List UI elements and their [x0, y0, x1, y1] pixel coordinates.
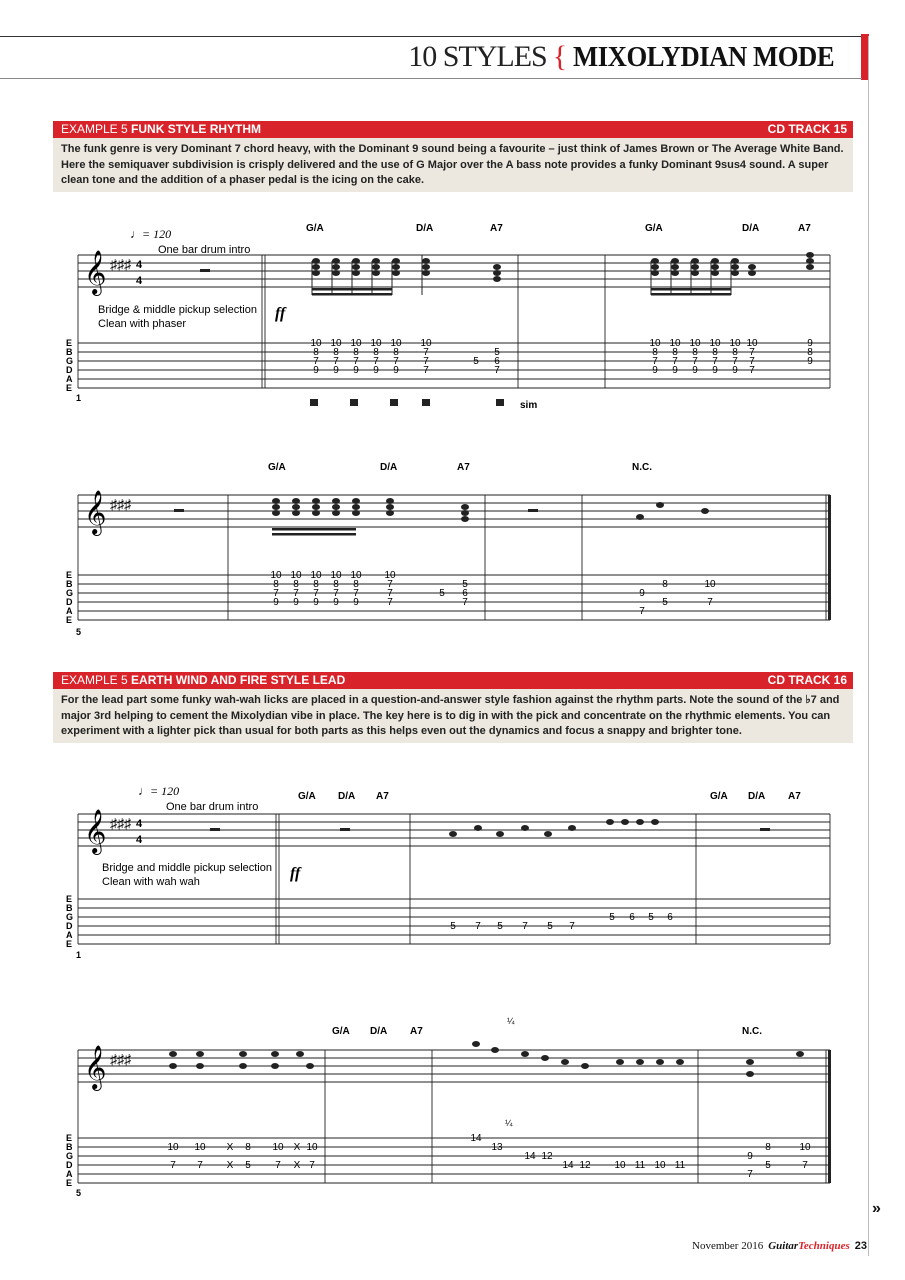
svg-text:9: 9 [712, 365, 718, 376]
header-rule [0, 36, 868, 37]
svg-text:D/A: D/A [416, 223, 434, 234]
svg-text:10: 10 [290, 570, 302, 581]
svg-text:8: 8 [672, 347, 678, 358]
svg-text:6: 6 [462, 588, 468, 599]
svg-text:8: 8 [652, 347, 658, 358]
svg-text:A7: A7 [410, 1026, 423, 1037]
svg-text:7: 7 [423, 347, 429, 358]
svg-text:B: B [66, 579, 73, 589]
svg-text:5: 5 [765, 1160, 771, 1171]
svg-text:E: E [66, 570, 73, 580]
svg-text:10: 10 [649, 338, 661, 349]
svg-text:8: 8 [662, 579, 668, 590]
tab-strings [66, 338, 73, 393]
svg-text:7: 7 [387, 597, 393, 608]
bar-number: 1 [76, 950, 82, 960]
svg-text:10: 10 [330, 338, 342, 349]
tab-strings [66, 570, 73, 625]
time-sig-bottom: 4 [136, 275, 143, 287]
tab-strings [66, 1133, 73, 1188]
svg-text:8: 8 [732, 347, 738, 358]
next-page-arrow-icon: » [872, 1200, 881, 1217]
svg-text:E: E [66, 383, 73, 393]
time-sig-bottom: 4 [136, 834, 143, 846]
setup-line-2: Clean with phaser [98, 318, 187, 330]
svg-text:9: 9 [353, 597, 359, 608]
svg-text:7: 7 [749, 356, 755, 367]
svg-text:8: 8 [293, 579, 299, 590]
chord-symbols [268, 462, 652, 473]
svg-text:7: 7 [423, 356, 429, 367]
svg-text:10: 10 [709, 338, 721, 349]
svg-text:A7: A7 [457, 462, 470, 473]
svg-text:D/A: D/A [370, 1026, 388, 1037]
svg-text:E: E [66, 894, 73, 904]
example-2-banner [53, 672, 853, 689]
svg-text:A7: A7 [490, 223, 503, 234]
svg-text:10: 10 [350, 570, 362, 581]
svg-text:A: A [66, 374, 73, 384]
page-edge-rule [868, 36, 869, 1256]
example-1-system-1 [60, 215, 840, 430]
svg-text:G: G [66, 356, 74, 366]
svg-text:10: 10 [729, 338, 741, 349]
svg-text:7: 7 [639, 606, 645, 617]
svg-text:8: 8 [373, 347, 379, 358]
svg-text:8: 8 [313, 347, 319, 358]
svg-text:13: 13 [491, 1142, 503, 1153]
svg-text:10: 10 [194, 1142, 206, 1153]
bar-number: 1 [76, 393, 82, 403]
svg-text:D: D [66, 597, 73, 607]
svg-text:10: 10 [370, 338, 382, 349]
svg-text:G: G [66, 588, 74, 598]
svg-text:7: 7 [522, 921, 528, 932]
key-signature-icon: ♯♯♯ [110, 256, 131, 272]
svg-text:7: 7 [692, 356, 698, 367]
svg-text:9: 9 [747, 1151, 753, 1162]
svg-text:7: 7 [749, 347, 755, 358]
svg-text:5: 5 [547, 921, 553, 932]
svg-text:5: 5 [450, 921, 456, 932]
svg-text:9: 9 [293, 597, 299, 608]
svg-text:9: 9 [639, 588, 645, 599]
svg-text:7: 7 [387, 588, 393, 599]
svg-text:7: 7 [309, 1160, 315, 1171]
treble-clef-icon: 𝄞 [84, 809, 107, 853]
svg-text:5: 5 [473, 356, 479, 367]
chord-symbols [298, 791, 801, 802]
svg-text:E: E [66, 1133, 73, 1143]
svg-text:10: 10 [384, 570, 396, 581]
treble-clef-icon: 𝄞 [84, 490, 107, 534]
svg-text:5: 5 [497, 921, 503, 932]
example-1-banner [53, 121, 853, 138]
example-1-description: The funk genre is very Dominant 7 chord heavy, with the Dominant 9 sound being a favourite – just think of James Brown or The Average White Band. Here the semiquaver subdivision is crisply delivered and the use of G Major over the A bass note provides a funky Dominant 9sus4 sound. A super clean tone and the addition of a phaser pedal is the icing on the cake. [53, 138, 853, 192]
svg-text:9: 9 [692, 365, 698, 376]
svg-text:B: B [66, 1142, 73, 1152]
svg-text:7: 7 [494, 365, 500, 376]
svg-text:G: G [66, 1151, 74, 1161]
svg-text:8: 8 [353, 347, 359, 358]
svg-text:10: 10 [270, 570, 282, 581]
svg-text:G/A: G/A [298, 791, 316, 802]
svg-text:7: 7 [387, 579, 393, 590]
svg-text:6: 6 [629, 912, 635, 923]
svg-text:5: 5 [245, 1160, 251, 1171]
key-signature-icon: ♯♯♯ [110, 815, 131, 831]
example-1-prefix: EXAMPLE 5 [61, 122, 128, 136]
svg-text:7: 7 [423, 365, 429, 376]
svg-text:6: 6 [667, 912, 673, 923]
tab-bend-label: ¼ [505, 1118, 513, 1128]
svg-text:7: 7 [393, 356, 399, 367]
setup-line-1: Bridge & middle pickup selection [98, 304, 257, 316]
svg-text:7: 7 [313, 356, 319, 367]
example-1-track: CD TRACK 15 [767, 122, 847, 136]
tab-fret-numbers [450, 912, 673, 932]
svg-text:D: D [66, 921, 73, 931]
example-2-system-2 [60, 1010, 840, 1205]
sim-label: sim [520, 400, 538, 411]
svg-text:D/A: D/A [338, 791, 356, 802]
svg-text:7: 7 [170, 1160, 176, 1171]
svg-text:5: 5 [494, 347, 500, 358]
svg-text:9: 9 [313, 365, 319, 376]
svg-text:X: X [293, 1160, 301, 1171]
svg-text:10: 10 [420, 338, 432, 349]
key-signature-icon: ♯♯♯ [110, 1051, 131, 1067]
svg-text:6: 6 [494, 356, 500, 367]
svg-text:7: 7 [569, 921, 575, 932]
dynamic-marking: ff [275, 305, 286, 322]
svg-text:7: 7 [273, 588, 279, 599]
svg-text:8: 8 [712, 347, 718, 358]
svg-text:8: 8 [333, 347, 339, 358]
svg-text:E: E [66, 939, 73, 949]
page-header [408, 40, 857, 76]
header-brace: { [552, 40, 568, 73]
svg-text:7: 7 [275, 1160, 281, 1171]
svg-text:8: 8 [353, 579, 359, 590]
svg-text:7: 7 [333, 356, 339, 367]
svg-text:10: 10 [669, 338, 681, 349]
bar-number: 5 [76, 1188, 82, 1198]
svg-text:8: 8 [807, 347, 813, 358]
svg-text:9: 9 [273, 597, 279, 608]
svg-text:14: 14 [562, 1160, 574, 1171]
svg-text:A: A [66, 1169, 73, 1179]
drum-intro-label: One bar drum intro [158, 244, 251, 256]
svg-text:10: 10 [654, 1160, 666, 1171]
example-1-title: FUNK STYLE RHYTHM [131, 122, 262, 136]
svg-text:7: 7 [293, 588, 299, 599]
treble-clef-icon: 𝄞 [84, 250, 107, 294]
svg-text:B: B [66, 903, 73, 913]
svg-text:D: D [66, 365, 73, 375]
svg-text:8: 8 [692, 347, 698, 358]
svg-text:10: 10 [330, 570, 342, 581]
svg-text:9: 9 [672, 365, 678, 376]
svg-text:5: 5 [662, 597, 668, 608]
svg-text:10: 10 [746, 338, 758, 349]
svg-text:9: 9 [333, 365, 339, 376]
svg-text:7: 7 [353, 356, 359, 367]
bend-label: ¼ [507, 1016, 515, 1026]
svg-text:10: 10 [390, 338, 402, 349]
svg-text:G/A: G/A [332, 1026, 350, 1037]
example-2-description: For the lead part some funky wah-wah licks are placed in a question-and-answer style fashion against the rhythm parts. Note the sound of the ♭7 and major 3rd helping to cement the Mixolydian vibe in place. The key here is to dig in with the pick and concentrate on the rhythmic elements. You can experiment with a lighter pick than usual for both parts as this helps even out the dynamics and focus a snappy and brighter tone. [53, 689, 853, 743]
svg-text:12: 12 [541, 1151, 553, 1162]
svg-text:10: 10 [799, 1142, 811, 1153]
footer-brand-accent: Techniques [798, 1240, 850, 1252]
svg-text:9: 9 [353, 365, 359, 376]
example-2-prefix: EXAMPLE 5 [61, 673, 128, 687]
svg-text:9: 9 [333, 597, 339, 608]
svg-text:G/A: G/A [645, 223, 663, 234]
page-number: 23 [854, 1240, 867, 1252]
svg-text:10: 10 [310, 570, 322, 581]
svg-text:8: 8 [245, 1142, 251, 1153]
tab-fret-numbers [167, 1133, 811, 1180]
svg-text:9: 9 [373, 365, 379, 376]
svg-text:5: 5 [648, 912, 654, 923]
example-2-track: CD TRACK 16 [767, 673, 847, 687]
svg-text:7: 7 [672, 356, 678, 367]
svg-text:10: 10 [272, 1142, 284, 1153]
whole-rest [200, 269, 210, 272]
svg-text:G/A: G/A [710, 791, 728, 802]
page-title: MIXOLYDIAN MODE [573, 41, 835, 73]
pick-stroke-icons [310, 399, 504, 406]
svg-text:7: 7 [707, 597, 713, 608]
svg-text:A7: A7 [798, 223, 811, 234]
svg-text:7: 7 [732, 356, 738, 367]
svg-text:9: 9 [313, 597, 319, 608]
svg-text:G/A: G/A [268, 462, 286, 473]
svg-text:7: 7 [749, 365, 755, 376]
svg-text:7: 7 [353, 588, 359, 599]
svg-text:5: 5 [609, 912, 615, 923]
svg-text:10: 10 [614, 1160, 626, 1171]
svg-text:8: 8 [393, 347, 399, 358]
svg-text:E: E [66, 615, 73, 625]
svg-text:B: B [66, 347, 73, 357]
svg-text:G: G [66, 912, 74, 922]
svg-text:E: E [66, 1178, 73, 1188]
svg-text:N.C.: N.C. [632, 462, 652, 473]
svg-text:A7: A7 [376, 791, 389, 802]
svg-text:D/A: D/A [742, 223, 760, 234]
svg-text:7: 7 [333, 588, 339, 599]
svg-text:D: D [66, 1160, 73, 1170]
svg-text:A: A [66, 606, 73, 616]
svg-text:8: 8 [273, 579, 279, 590]
setup-line-2: Clean with wah wah [102, 876, 200, 888]
time-sig-top: 4 [136, 818, 143, 830]
svg-text:D/A: D/A [380, 462, 398, 473]
svg-text:11: 11 [634, 1160, 646, 1171]
svg-text:10: 10 [310, 338, 322, 349]
svg-text:8: 8 [765, 1142, 771, 1153]
time-sig-top: 4 [136, 259, 143, 271]
svg-text:E: E [66, 338, 73, 348]
svg-text:14: 14 [470, 1133, 482, 1144]
svg-text:10: 10 [350, 338, 362, 349]
svg-text:7: 7 [712, 356, 718, 367]
setup-line-1: Bridge and middle pickup selection [102, 862, 272, 874]
footer-date: November 2016 [692, 1240, 764, 1252]
svg-text:7: 7 [313, 588, 319, 599]
svg-text:11: 11 [674, 1160, 686, 1171]
tempo-marking: ♩= 120 [130, 227, 172, 241]
svg-text:9: 9 [393, 365, 399, 376]
svg-text:X: X [293, 1142, 301, 1153]
svg-text:7: 7 [462, 597, 468, 608]
example-1-system-2 [60, 455, 840, 645]
svg-text:9: 9 [807, 356, 813, 367]
series-label: 10 STYLES [408, 40, 547, 73]
svg-text:7: 7 [373, 356, 379, 367]
key-signature-icon: ♯♯♯ [110, 496, 131, 512]
svg-text:9: 9 [652, 365, 658, 376]
page-footer [692, 1240, 867, 1252]
svg-text:5: 5 [462, 579, 468, 590]
svg-text:10: 10 [167, 1142, 179, 1153]
svg-text:9: 9 [807, 338, 813, 349]
svg-text:7: 7 [197, 1160, 203, 1171]
svg-text:D/A: D/A [748, 791, 766, 802]
svg-text:G/A: G/A [306, 223, 324, 234]
svg-text:14: 14 [524, 1151, 536, 1162]
svg-text:7: 7 [475, 921, 481, 932]
notation-body [169, 1041, 804, 1077]
tempo-marking: ♩= 120 [138, 784, 180, 798]
svg-text:10: 10 [306, 1142, 318, 1153]
svg-text:10: 10 [704, 579, 716, 590]
svg-text:12: 12 [579, 1160, 591, 1171]
example-2-system-1 [60, 772, 840, 972]
svg-text:7: 7 [802, 1160, 808, 1171]
chord-symbols [306, 223, 811, 234]
svg-text:10: 10 [689, 338, 701, 349]
tab-strings [66, 894, 73, 949]
svg-text:N.C.: N.C. [742, 1026, 762, 1037]
chord-symbols [332, 1026, 762, 1037]
svg-text:7: 7 [747, 1169, 753, 1180]
bar-number: 5 [76, 627, 82, 637]
svg-text:A7: A7 [788, 791, 801, 802]
drum-intro-label: One bar drum intro [166, 801, 259, 813]
svg-text:7: 7 [652, 356, 658, 367]
tab-fret-numbers [270, 570, 716, 617]
header-underline [0, 78, 862, 79]
dynamic-marking: ff [290, 865, 301, 882]
example-2-title: EARTH WIND AND FIRE STYLE LEAD [131, 673, 346, 687]
treble-clef-icon: 𝄞 [84, 1045, 107, 1089]
footer-brand: Guitar [768, 1240, 799, 1252]
svg-text:8: 8 [313, 579, 319, 590]
svg-text:8: 8 [333, 579, 339, 590]
svg-text:9: 9 [732, 365, 738, 376]
svg-text:X: X [226, 1160, 234, 1171]
notation-body [272, 498, 709, 536]
svg-text:5: 5 [439, 588, 445, 599]
svg-text:A: A [66, 930, 73, 940]
notation-body [312, 252, 814, 296]
svg-text:X: X [226, 1142, 234, 1153]
